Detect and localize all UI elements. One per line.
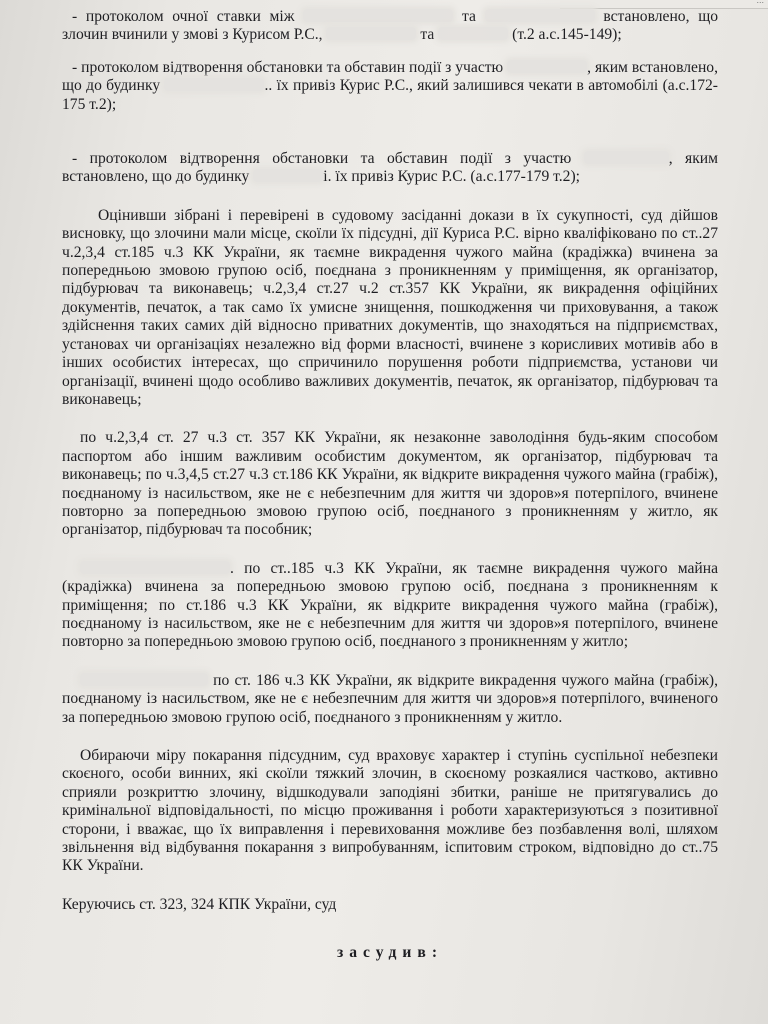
redacted-address — [164, 78, 264, 91]
redacted-address — [253, 169, 323, 182]
paragraph-qualification-kurys: по ч.2,3,4 ст. 27 ч.3 ст. 357 КК України, як незаконне заволодіння будь-яким способом паспортом або іншим важливим особистим документом, як організатор, підбурювач та виконавець; по ч.3,4,5 ст.27 ч.3 ст.186 КК України, як відкрите викрадення чужого майна (грабіж), поєднаному із насильством, яке не є небезпечним для життя чи здоров»я потерпілого, вчинене повторно за попередньою змовою групою осіб, поєднаного з проникненням у житло, як організатор, підбурювач та пособник; — [62, 429, 718, 539]
header-fragment: ... — [756, 0, 764, 5]
redacted-name — [485, 9, 595, 22]
redacted-name — [584, 151, 669, 164]
verdict-heading: засудив: — [336, 944, 444, 962]
redacted-name — [80, 673, 208, 686]
paragraph-confrontation-protocol: - протоколом очної ставки між та встановлено, що злочин вчинили у змові з Курисом Р.С., та (т.2 а.с.145-149); — [62, 8, 719, 44]
paragraph-qualification-defendant-3: по ст. 186 ч.3 КК України, як відкрите викрадення чужого майна (грабіж), поєднаному із насильством, яке не є небезпечним для життя чи здоров»я потерпілого, вчиненого за попередньою змовою групою осіб, поєднаного з проникненням у житло. — [62, 671, 718, 726]
redacted-name — [507, 60, 587, 73]
paragraph-qualification-defendant-2: . по ст..185 ч.3 КК України, як таємне викрадення чужого майна (крадіжка) вчинена за попередньою змовою групою осіб, поєднана з проникненням к приміщення; по ст.186 ч.3 КК України, як відкрите викрадення чужого майна (грабіж), поєднаному із насильством, яке не є небезпечним для життя чи здоров»я потерпілого, вчинене повторно за попередньою змовою групою осіб, поєднаного з проникненням у житло; — [62, 559, 718, 651]
paragraph-sentencing: Обираючи міру покарання підсудним, суд враховує характер і ступінь суспільної небезпеки скоєного, особи винних, які скоїли тяжкий злочин, в скоєному розкаялися частково, активно сприяли розкриттю злочину, відшкодували заподіяні збитки, раніше не притягувались до кримінальної відповідальності, по місцю проживання і роботи характеризуються з позитивної сторони, і вважає, що їх виправлення і перевиховання можливе без позбавлення волі, шляхом звільнення від відбування покарання з випробуванням, іспитовим строком, відповідно до ст..75 КК України. — [62, 747, 718, 875]
document-body — [62, 8, 718, 963]
redacted-name — [326, 27, 416, 40]
paragraph-reconstruction-protocol-1: - протоколом відтворення обстановки та обставин події з участю , яким встановлено, що до будинку .. їх привіз Курис Р.С., який залишився чекати в автомобілі (а.с.172-175 т.2); — [62, 58, 718, 113]
redacted-name — [303, 9, 453, 22]
redacted-name — [80, 561, 230, 574]
redacted-name — [438, 27, 508, 40]
paragraph-guided-by: Керуючись ст. 323, 324 КПК України, суд — [62, 895, 337, 913]
paragraph-court-assessment: Оцінивши зібрані і перевірені в судовому засіданні докази в їх сукупності, суд дійшов висновку, що злочини мали місце, скоїли їх підсудні, дії Куриса Р.С. вірно кваліфіковано по ст..27 ч.2,3,4 ст.185 ч.3 КК України, як таємне викрадення чужого майна (крадіжка) вчинена за попередньою змовою групою осіб, поєднана з проникненням у приміщення, як організатор, підбурювач та виконавець; ч.2,3,4 ст.27 ч.2 ст.357 КК України, як викрадення офіційних документів, печаток, а так само їх умисне знищення, пошкодження чи приховування, а також здійснення таких самих дій відносно приватних документів, що знаходяться на підприємствах, установах чи організаціях незалежно від форми власності, вчинене з корисливих мотивів або в інших особистих інтересах, що спричинило порушення роботи підприємства, установи чи організації, вчинені щодо особливо важливих документів, печаток, як організатор, підбурювач та виконавець; — [62, 206, 718, 408]
paragraph-reconstruction-protocol-2: - протоколом відтворення обстановки та обставин події з участю , яким встановлено, що до будинку і. їх привіз Курис Р.С. (а.с.177-179 т.2); — [62, 150, 718, 186]
